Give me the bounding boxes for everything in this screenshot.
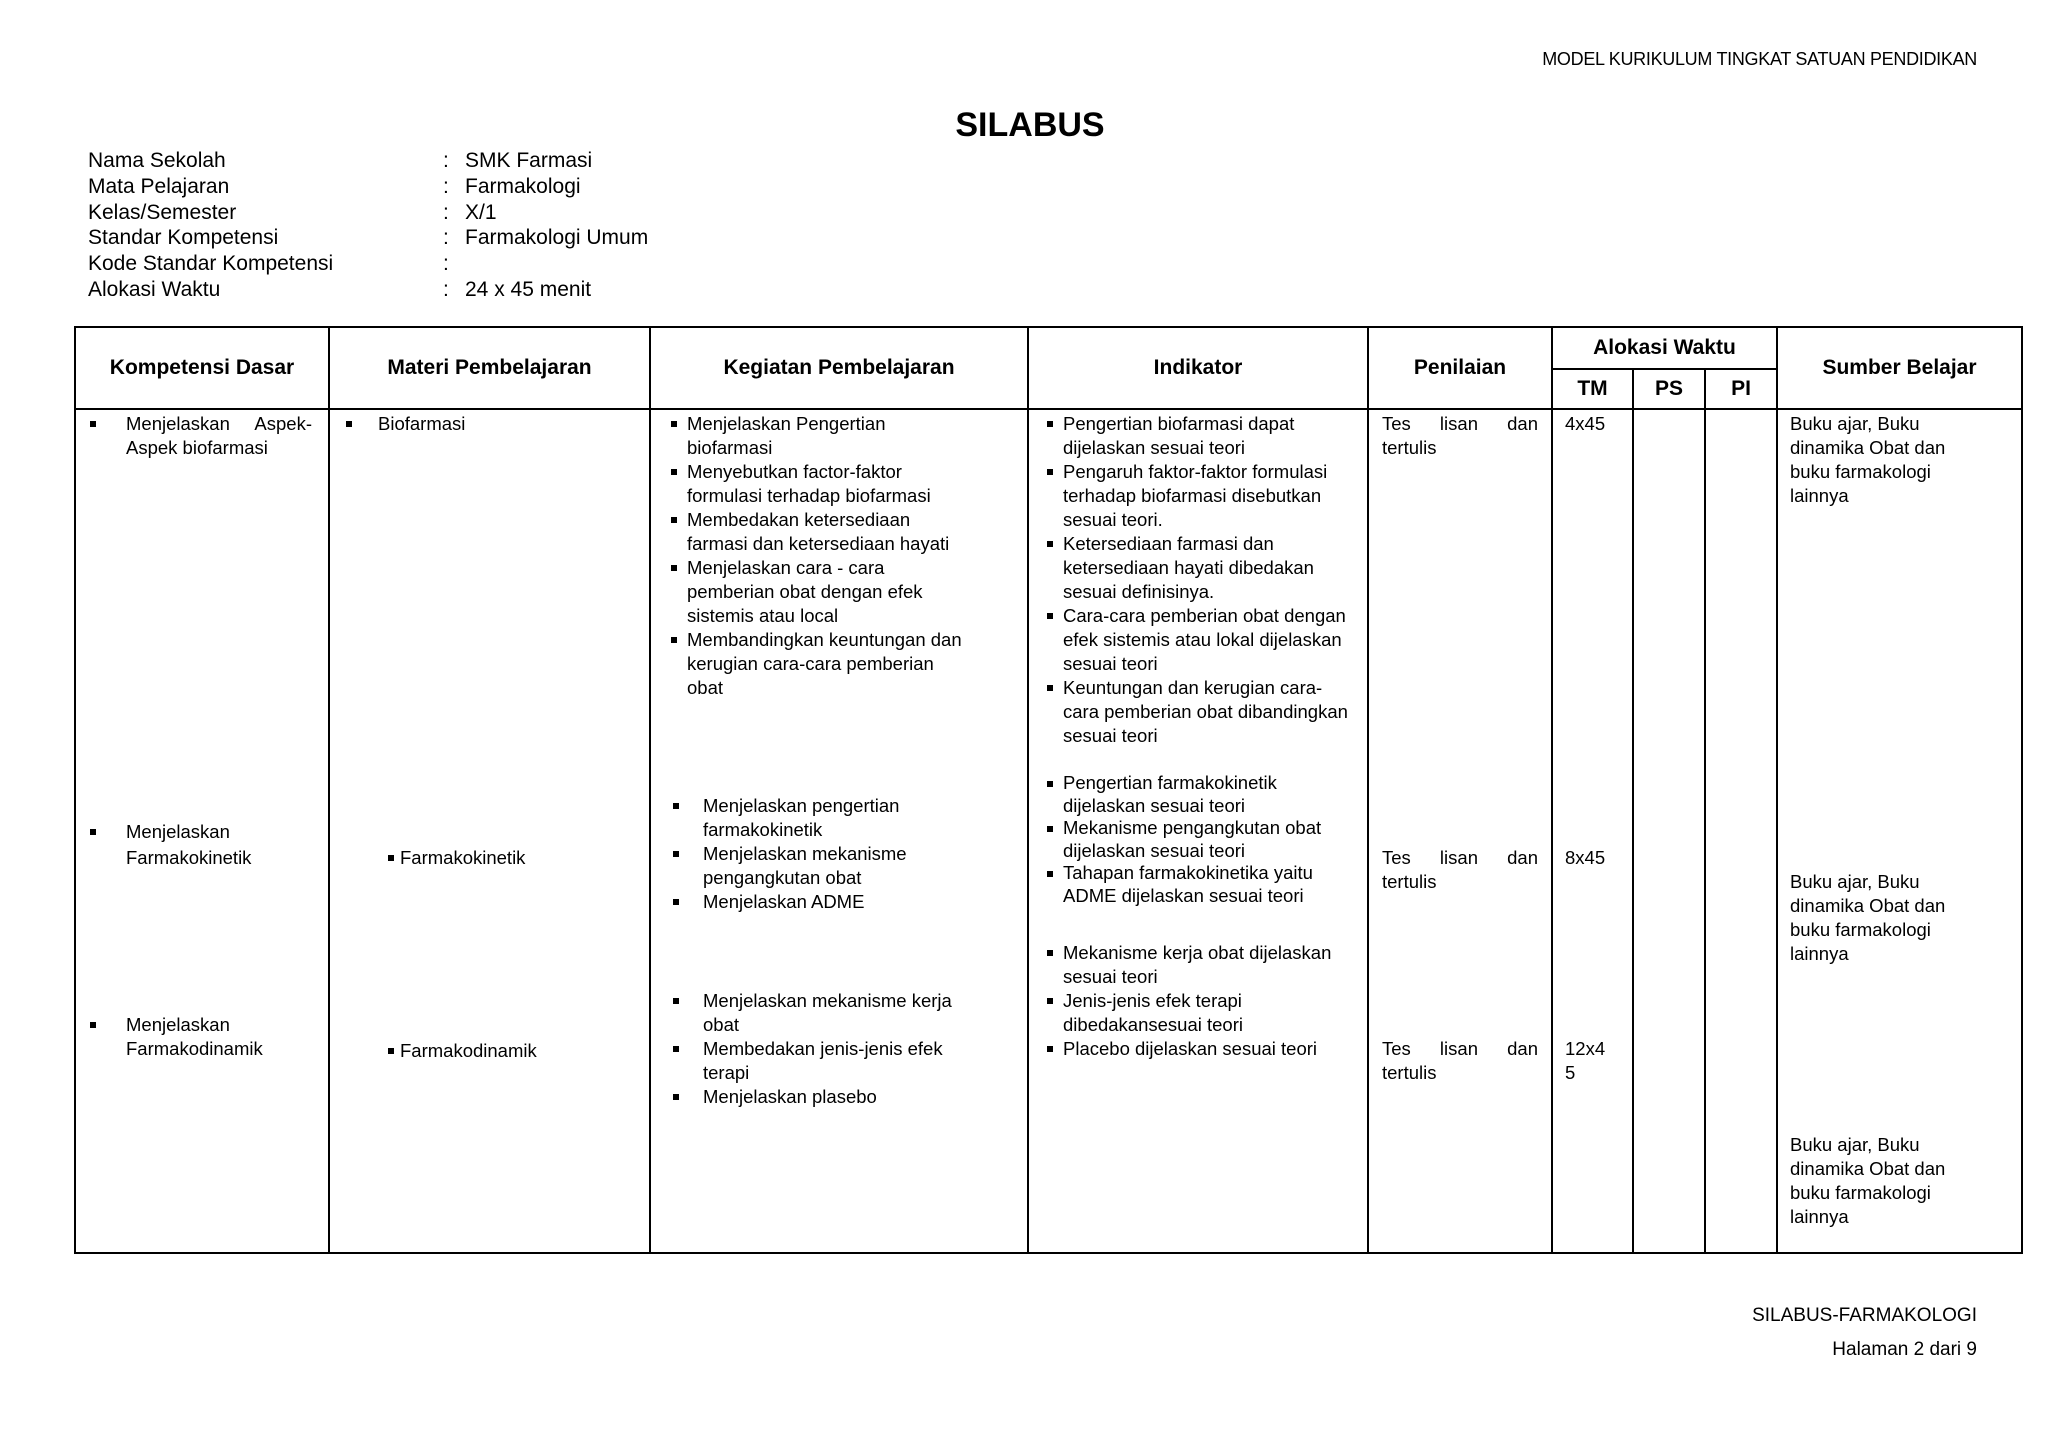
header-alokasi-waktu: Alokasi Waktu (1552, 327, 1777, 369)
header-note: MODEL KURIKULUM TINGKAT SATUAN PENDIDIKAN (1542, 49, 1977, 69)
meta-row-class (88, 200, 648, 226)
kegiatan-text: Menjelaskan Pengertian biofarmasi (687, 413, 886, 458)
meta-row-school (88, 148, 648, 174)
penilaian-item (1382, 846, 1538, 894)
cell-kompetensi-dasar (75, 409, 329, 1253)
kegiatan-text: Membedakan jenis-jenis efek terapi (703, 1038, 943, 1083)
header-ps: PS (1633, 369, 1705, 409)
header-kompetensi-dasar: Kompetensi Dasar (75, 327, 329, 409)
meta-separator: : (443, 252, 449, 276)
materi-item (386, 846, 525, 870)
footer-page-number: Halaman 2 dari 9 (1832, 1339, 1977, 1360)
meta-label: Alokasi Waktu (88, 277, 221, 301)
materi-item (344, 412, 465, 436)
materi-item (386, 1039, 537, 1063)
sumber-line: dinamika Obat dan (1790, 895, 1946, 916)
footer-doc-name: SILABUS-FARMAKOLOGI (1752, 1305, 1977, 1326)
kegiatan-text: Menjelaskan mekanisme pengangkutan obat (703, 843, 907, 888)
meta-label: Mata Pelajaran (88, 174, 230, 198)
header-materi: Materi Pembelajaran (329, 327, 650, 409)
sumber-item (1790, 412, 2010, 508)
indikator-text: Jenis-jenis efek terapi dibedakansesuai teori (1063, 990, 1243, 1035)
kegiatan-text: Menjelaskan cara - cara pemberian obat dengan efek sistemis atau local (687, 557, 923, 626)
meta-row-subject (88, 174, 648, 200)
list-item (669, 508, 969, 556)
meta-label: Standar Kompetensi (88, 226, 279, 250)
header-sumber-belajar: Sumber Belajar (1777, 327, 2022, 409)
meta-value: SMK Farmasi (465, 149, 593, 172)
penilaian-line: tertulis (1382, 871, 1437, 892)
meta-label: Kelas/Semester (88, 200, 237, 224)
sumber-line: Buku ajar, Buku (1790, 1134, 1920, 1155)
list-item (669, 842, 969, 890)
list-item (669, 628, 969, 700)
list-item (669, 460, 969, 508)
kd-item (88, 412, 312, 460)
list-item (1045, 604, 1355, 676)
penilaian-item (1382, 1037, 1538, 1085)
list-item (1045, 676, 1355, 748)
tm-item (1565, 1037, 1605, 1085)
kd-item (88, 1013, 312, 1061)
kegiatan-text: Menjelaskan plasebo (703, 1086, 877, 1107)
header-pi: PI (1705, 369, 1777, 409)
list-item (1045, 460, 1355, 532)
kegiatan-text: Menjelaskan mekanisme kerja obat (703, 990, 952, 1035)
materi-text: Farmakokinetik (400, 847, 526, 868)
indikator-text: Cara-cara pemberian obat dengan efek sistemis atau lokal dijelaskan sesuai teori (1063, 605, 1346, 674)
page-title: SILABUS (955, 106, 1105, 144)
sumber-line: buku farmakologi (1790, 919, 1931, 940)
indikator-text: Mekanisme pengangkutan obat dijelaskan sesuai teori (1063, 817, 1322, 861)
syllabus-table (74, 326, 2023, 1254)
kegiatan-text: Menyebutkan factor-faktor formulasi terhadap biofarmasi (687, 461, 931, 506)
materi-text: Biofarmasi (378, 413, 466, 434)
indikator-text: Ketersediaan farmasi dan ketersediaan hayati dibedakan sesuai definisinya. (1063, 533, 1314, 602)
penilaian-item (1382, 412, 1538, 460)
kd-line: Menjelaskan (126, 1014, 230, 1035)
penilaian-line: tertulis (1382, 1062, 1437, 1083)
list-item (669, 412, 969, 460)
meta-block (88, 148, 648, 303)
meta-label: Nama Sekolah (88, 149, 226, 172)
meta-row-competency (88, 225, 648, 251)
penilaian-line: Tes lisan dan (1382, 1038, 1538, 1059)
cell-indikator (1028, 409, 1368, 1253)
list-item (669, 1037, 969, 1085)
tm-value: 12x4 (1565, 1038, 1606, 1059)
cell-penilaian (1368, 409, 1552, 1253)
header-indikator: Indikator (1028, 327, 1368, 409)
tm-value: 8x45 (1565, 847, 1606, 868)
meta-separator: : (443, 200, 449, 224)
indikator-text: Pengaruh faktor-faktor formulasi terhadap biofarmasi disebutkan sesuai teori. (1063, 461, 1328, 530)
header-tm: TM (1552, 369, 1633, 409)
kd-line: Menjelaskan (126, 821, 230, 842)
sumber-item (1790, 1133, 2010, 1229)
indikator-text: Pengertian biofarmasi dapat dijelaskan sesuai teori (1063, 413, 1295, 458)
kegiatan-text: Menjelaskan ADME (703, 891, 865, 912)
meta-row-code (88, 251, 648, 277)
header-kegiatan: Kegiatan Pembelajaran (650, 327, 1028, 409)
list-item (669, 794, 969, 842)
sumber-item (1790, 870, 2010, 966)
kd-line: Farmakokinetik (126, 847, 252, 868)
list-item (1045, 817, 1355, 862)
kegiatan-text: Membandingkan keuntungan dan kerugian cara-cara pemberian obat (687, 629, 962, 698)
sumber-line: buku farmakologi (1790, 1182, 1931, 1203)
indikator-text: Placebo dijelaskan sesuai teori (1063, 1038, 1318, 1059)
cell-tm (1552, 409, 1633, 1253)
meta-value: Farmakologi (465, 174, 581, 198)
kd-item (88, 820, 312, 870)
sumber-line: lainnya (1790, 943, 1849, 964)
header-penilaian: Penilaian (1368, 327, 1552, 409)
sumber-line: lainnya (1790, 485, 1849, 506)
sumber-line: dinamika Obat dan (1790, 1158, 1946, 1179)
indikator-list (1045, 772, 1355, 907)
kegiatan-text: Menjelaskan pengertian farmakokinetik (703, 795, 900, 840)
list-item (669, 1085, 969, 1109)
kd-line: Menjelaskan Aspek- (126, 413, 312, 434)
meta-value: 24 x 45 menit (465, 277, 592, 301)
sumber-line: Buku ajar, Buku (1790, 871, 1920, 892)
kd-line: Aspek biofarmasi (126, 437, 268, 458)
indikator-text: Tahapan farmakokinetika yaitu ADME dijelaskan sesuai teori (1063, 862, 1313, 906)
kegiatan-list (669, 794, 969, 914)
list-item (1045, 862, 1355, 907)
meta-value: Farmakologi Umum (465, 226, 649, 250)
indikator-list (1045, 412, 1355, 748)
meta-separator: : (443, 226, 449, 250)
meta-separator: : (443, 174, 449, 198)
sumber-line: lainnya (1790, 1206, 1849, 1227)
cell-kegiatan (650, 409, 1028, 1253)
list-item (1045, 989, 1355, 1037)
list-item (1045, 412, 1355, 460)
kegiatan-text: Membedakan ketersediaan farmasi dan ketersediaan hayati (687, 509, 950, 554)
indikator-list (1045, 941, 1355, 1061)
kd-line: Farmakodinamik (126, 1038, 263, 1059)
sumber-line: dinamika Obat dan (1790, 437, 1946, 458)
meta-separator: : (443, 277, 449, 301)
list-item (1045, 1037, 1355, 1061)
tm-item (1565, 412, 1605, 436)
meta-separator: : (443, 149, 449, 172)
list-item (1045, 941, 1355, 989)
indikator-text: Pengertian farmakokinetik dijelaskan sesuai teori (1063, 772, 1277, 816)
sumber-line: buku farmakologi (1790, 461, 1931, 482)
materi-text: Farmakodinamik (400, 1040, 537, 1061)
penilaian-line: Tes lisan dan (1382, 847, 1538, 868)
list-item (1045, 772, 1355, 817)
indikator-text: Mekanisme kerja obat dijelaskan sesuai teori (1063, 942, 1332, 987)
indikator-text: Keuntungan dan kerugian cara-cara pemberian obat dibandingkan sesuai teori (1063, 677, 1348, 746)
meta-value: X/1 (465, 200, 497, 224)
sumber-line: Buku ajar, Buku (1790, 413, 1920, 434)
cell-ps (1633, 409, 1705, 1253)
list-item (669, 890, 969, 914)
tm-item (1565, 846, 1605, 870)
kegiatan-list (669, 989, 969, 1109)
cell-pi (1705, 409, 1777, 1253)
penilaian-line: tertulis (1382, 437, 1437, 458)
penilaian-line: Tes lisan dan (1382, 413, 1538, 434)
meta-row-time (88, 277, 648, 303)
cell-sumber (1777, 409, 2022, 1253)
tm-value: 5 (1565, 1062, 1576, 1083)
list-item (1045, 532, 1355, 604)
tm-value: 4x45 (1565, 413, 1606, 434)
list-item (669, 989, 969, 1037)
list-item (669, 556, 969, 628)
cell-materi (329, 409, 650, 1253)
kegiatan-list (669, 412, 969, 700)
meta-label: Kode Standar Kompetensi (88, 252, 334, 276)
